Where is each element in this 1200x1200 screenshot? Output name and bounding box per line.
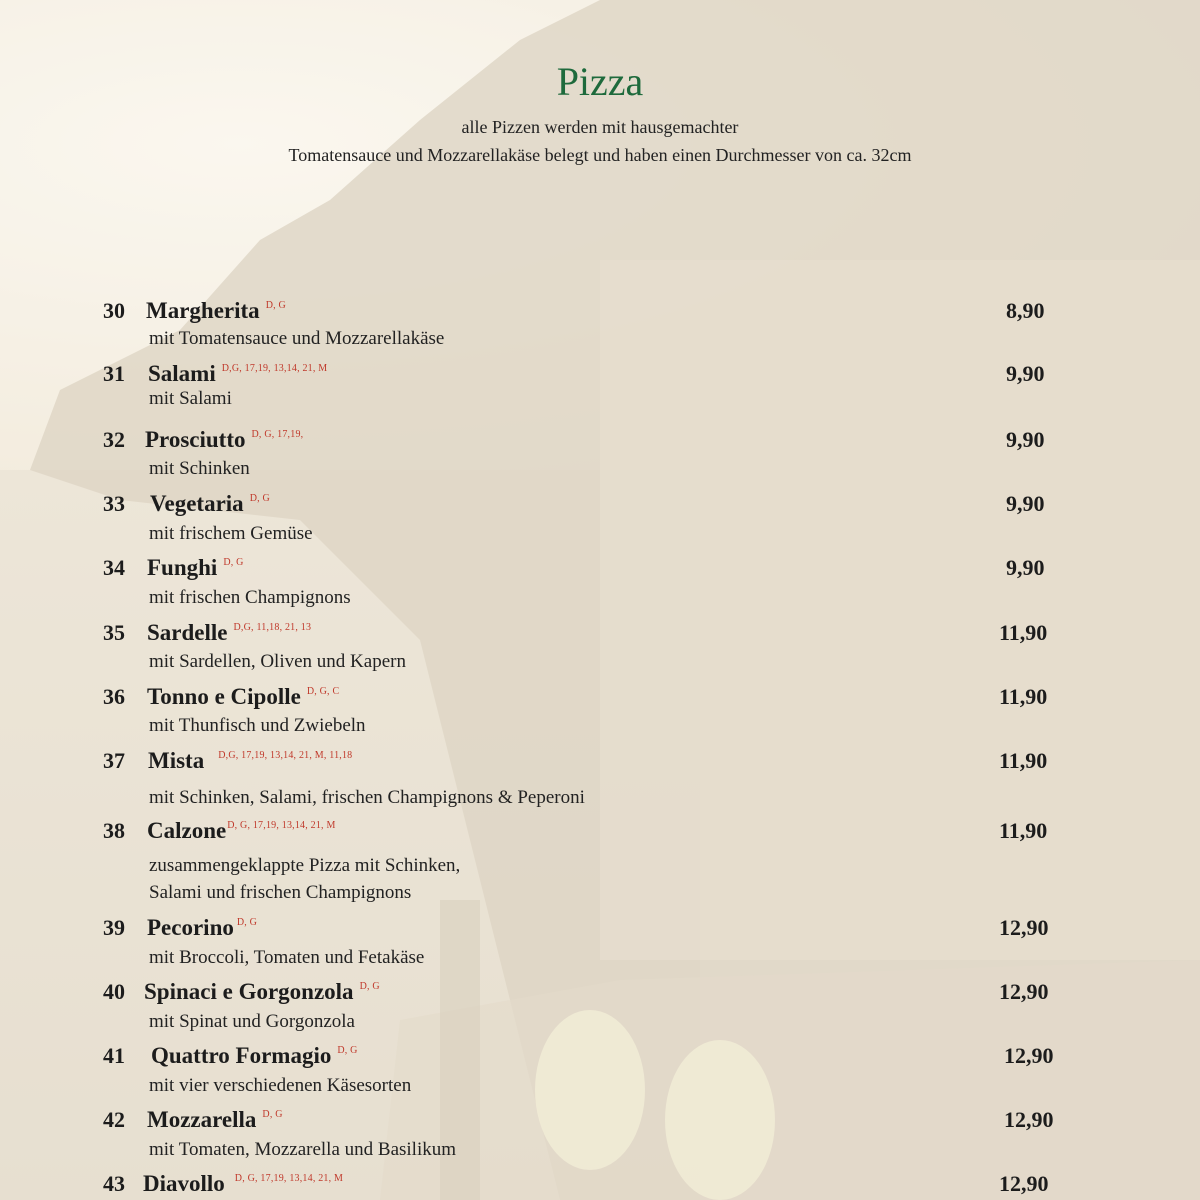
item-price: 12,90 [1004,1107,1054,1132]
item-description: mit frischen Champignons [149,587,351,608]
item-price: 12,90 [1004,1043,1054,1068]
allergen-codes: D, G [359,981,380,992]
item-name: Spinaci e Gorgonzola $^{D, G}$ [144,979,380,1004]
item-number: 43 [103,1171,125,1196]
item-name: Funghi $^{D, G}$ [147,555,244,580]
item-name: Calzone$^{D, G, 17,19, 13,14, 21, M}$ [147,818,336,843]
item-number: 30 [103,298,125,323]
item-number: 32 [103,427,125,452]
item-description: mit Salami [149,388,232,409]
item-price: 9,90 [1006,555,1045,580]
item-description: mit vier verschiedenen Käsesorten [149,1075,412,1096]
item-price: 11,90 [999,620,1048,645]
item-number: 34 [103,555,125,580]
item-price: 12,90 [999,979,1049,1004]
allergen-codes: D,G, 17,19, 13,14, 21, M, 11,18 [218,750,353,761]
allergen-codes: D, G [337,1045,358,1056]
item-name: Pecorino $^{D, G}$ [147,915,258,940]
item-number: 38 [103,818,125,843]
allergen-codes: D, G [249,493,270,504]
item-price: 11,90 [999,748,1048,773]
item-description: mit Thunfisch und Zwiebeln [149,715,366,736]
item-name: Tonno e Cipolle $^{D, G, C}$ [147,684,340,709]
allergen-codes: D, G, C [306,686,340,697]
item-number: 42 [103,1107,125,1132]
allergen-codes: D, G [223,557,244,568]
item-number: 31 [103,361,125,386]
allergen-codes: D, G, 17,19, 13,14, 21, M [227,820,336,831]
item-price: 8,90 [1006,298,1045,323]
item-name: Sardelle $^{D,G, 11,18, 21, 13}$ [147,620,312,645]
item-price: 11,90 [999,684,1048,709]
allergen-codes: D,G, 17,19, 13,14, 21, M [221,363,328,374]
item-name: Salami $^{D,G, 17,19, 13,14, 21, M}$ [148,361,328,386]
item-number: 33 [103,491,125,516]
item-name: Quattro Formagio $^{D, G}$ [151,1043,358,1068]
allergen-codes: D, G, 17,19, [251,429,304,440]
item-price: 9,90 [1006,427,1045,452]
item-name: Vegetaria $^{D, G}$ [150,491,270,516]
item-price: 11,90 [999,818,1048,843]
item-name: Mista $^{D,G, 17,19, 13,14, 21, M, 11,18}$ [148,748,353,773]
page-title: Pizza [556,59,644,104]
allergen-codes: D, G [265,300,286,311]
item-price: 12,90 [999,915,1049,940]
allergen-codes: D, G [236,917,258,928]
allergen-codes: D, G, 17,19, 13,14, 21, M [234,1173,344,1184]
item-description: mit Schinken [149,458,250,479]
item-name: Diavollo $^{D, G, 17,19, 13,14, 21, M}$ [143,1171,344,1196]
allergen-codes: D,G, 11,18, 21, 13 [233,622,312,633]
item-description: mit Spinat und Gorgonzola [149,1011,355,1032]
item-price: 9,90 [1006,361,1045,386]
item-number: 39 [103,915,125,940]
item-description: zusammengeklappte Pizza mit Schinken, [149,855,461,876]
item-name: Mozzarella $^{D, G}$ [147,1107,283,1132]
item-price: 9,90 [1006,491,1045,516]
item-number: 41 [103,1043,125,1068]
item-description: mit Sardellen, Oliven und Kapern [149,651,406,672]
item-description: mit Schinken, Salami, frischen Champignons & Peperoni [149,787,585,808]
item-number: 36 [103,684,125,709]
item-description-line-2: Salami und frischen Champignons [149,882,412,903]
item-price: 12,90 [999,1171,1049,1196]
subtitle-line-1: alle Pizzen werden mit hausgemachter [461,117,739,137]
item-description: mit Broccoli, Tomaten und Fetakäse [149,947,425,968]
item-number: 40 [103,979,125,1004]
item-description: mit Tomaten, Mozzarella und Basilikum [149,1139,457,1160]
subtitle-line-2: Tomatensauce und Mozzarellakäse belegt und haben einen Durchmesser von ca. 32cm [288,145,912,165]
item-name: Margherita $^{D, G}$ [146,298,286,323]
allergen-codes: D, G [262,1109,283,1120]
item-description: mit frischem Gemüse [149,523,313,544]
item-name: Prosciutto $^{D, G, 17,19,}$ [145,427,304,452]
item-description: mit Tomatensauce und Mozzarellakäse [149,328,445,349]
item-number: 35 [103,620,125,645]
item-number: 37 [103,748,125,773]
